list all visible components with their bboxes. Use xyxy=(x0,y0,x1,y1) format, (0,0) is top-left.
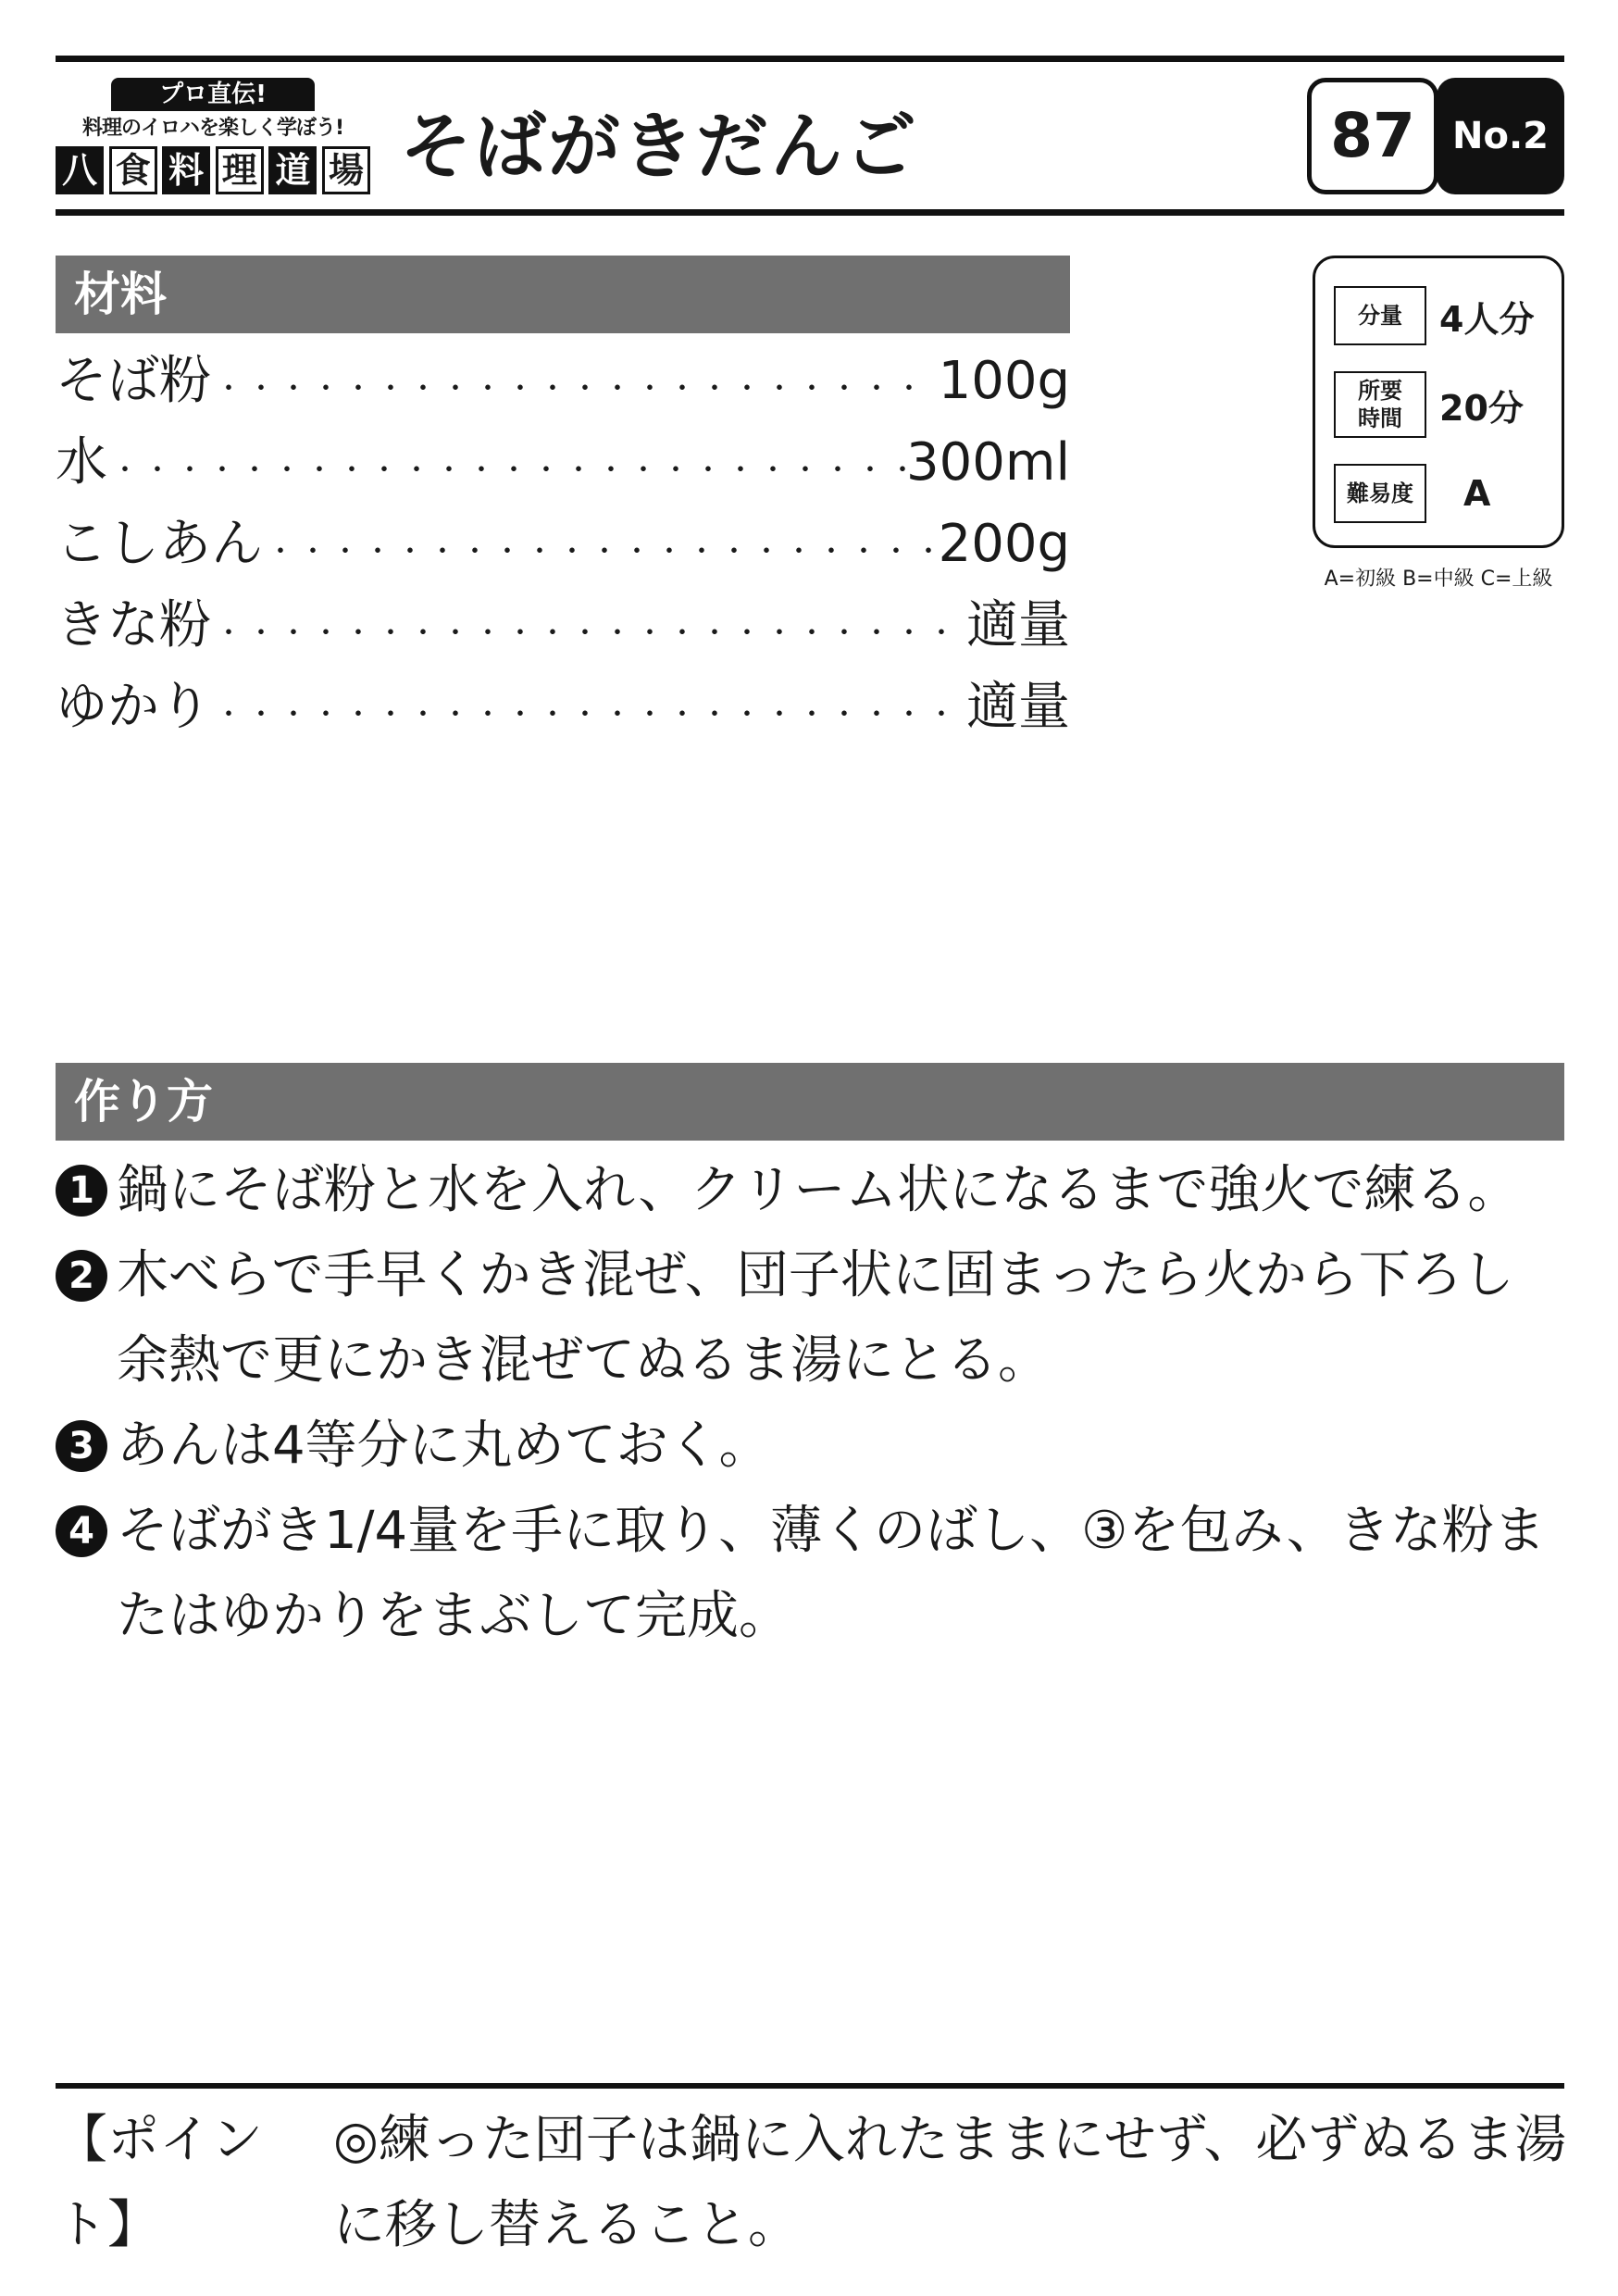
logo-name xyxy=(56,146,370,196)
header-bottom-rule xyxy=(56,209,1564,216)
ingredient-row xyxy=(56,667,1070,748)
point-section xyxy=(56,2098,1574,2268)
time-row xyxy=(1334,371,1556,438)
logo-char: 場 xyxy=(322,146,370,194)
leader-dots xyxy=(107,422,906,512)
time-label-line: 時間 xyxy=(1358,406,1402,431)
leader-dots xyxy=(211,585,966,675)
step-number: 3 xyxy=(56,1420,107,1472)
materials-heading: 材料 xyxy=(56,256,1070,333)
ingredient-amount: 100g xyxy=(938,351,1070,411)
point-text: ◎練った団子は鍋に入れたままにせず、必ずぬるま湯に移し替えること。 xyxy=(333,2110,1567,2255)
logo-char: 料 xyxy=(162,146,210,194)
logo-subtitle: 料理のイロハを楽しく学ぼう! xyxy=(81,117,344,140)
difficulty-value: A xyxy=(1463,473,1491,514)
leader-dots xyxy=(263,504,939,593)
ingredient-row xyxy=(56,585,1070,667)
difficulty-legend: A=初級 B=中級 C=上級 xyxy=(1324,568,1553,591)
ingredient-amount: 300ml xyxy=(906,432,1070,493)
point-label: 【ポイント】 xyxy=(56,2110,263,2255)
step-text: 木べらで手早くかき混ぜ、団子状に固まったら火から下ろし余熱で更にかき混ぜてぬるま湯にとる。 xyxy=(117,1245,1514,1391)
step-number: 1 xyxy=(56,1165,107,1217)
ingredient-row xyxy=(56,341,1070,422)
ingredient-name: きな粉 xyxy=(56,595,211,655)
time-label xyxy=(1334,371,1426,438)
ingredient-amount: 適量 xyxy=(966,595,1070,655)
step-number-icon xyxy=(56,1489,117,1574)
step-number-icon xyxy=(56,1404,117,1489)
page-number-badge: No.2 xyxy=(1437,78,1564,194)
leader-dots xyxy=(211,667,966,756)
time-label-line: 所要 xyxy=(1358,378,1402,404)
method-step xyxy=(56,1489,1574,1659)
step-number: 4 xyxy=(56,1505,107,1557)
ingredient-name: 水 xyxy=(56,432,107,493)
school-logo xyxy=(56,78,370,196)
ingredient-name: こしあん xyxy=(56,514,263,574)
step-text: そばがき1/4量を手に取り、薄くのばし、③を包み、きな粉またはゆかりをまぶして完成。 xyxy=(117,1501,1546,1646)
step-number: 2 xyxy=(56,1250,107,1302)
step-text: あんは4等分に丸めておく。 xyxy=(117,1416,771,1476)
step-number-icon xyxy=(56,1148,117,1233)
logo-char: 道 xyxy=(268,146,317,194)
logo-char: 八 xyxy=(56,146,104,194)
recipe-info-card xyxy=(1313,256,1564,548)
step-text: 鍋にそば粉と水を入れ、クリーム状になるまで強火で練る。 xyxy=(117,1160,1520,1220)
difficulty-label: 難易度 xyxy=(1334,464,1426,523)
ingredient-name: そば粉 xyxy=(56,351,211,411)
header-top-rule xyxy=(56,56,1564,62)
recipe-title: そばがきだんご xyxy=(400,106,919,189)
method-heading: 作り方 xyxy=(56,1063,1564,1141)
point-rule xyxy=(56,2083,1564,2089)
ingredient-row xyxy=(56,504,1070,585)
ingredient-amount: 適量 xyxy=(966,677,1070,737)
logo-char: 食 xyxy=(109,146,157,194)
recipe-number: 87 xyxy=(1307,78,1438,194)
method-step xyxy=(56,1404,1574,1489)
logo-banner: プロ直伝! xyxy=(111,78,315,111)
ingredient-row xyxy=(56,422,1070,504)
step-number-icon xyxy=(56,1233,117,1318)
method-steps xyxy=(56,1148,1574,1659)
ingredient-list xyxy=(56,341,1070,748)
leader-dots xyxy=(211,341,939,430)
servings-row xyxy=(1334,286,1556,345)
method-step xyxy=(56,1148,1574,1233)
ingredient-name: ゆかり xyxy=(56,677,211,737)
ingredient-amount: 200g xyxy=(938,514,1070,574)
method-step xyxy=(56,1233,1574,1404)
logo-char: 理 xyxy=(216,146,264,194)
servings-value: 4人分 xyxy=(1439,298,1535,340)
time-value: 20分 xyxy=(1439,387,1524,429)
servings-label: 分量 xyxy=(1334,286,1426,345)
difficulty-row xyxy=(1334,464,1556,523)
